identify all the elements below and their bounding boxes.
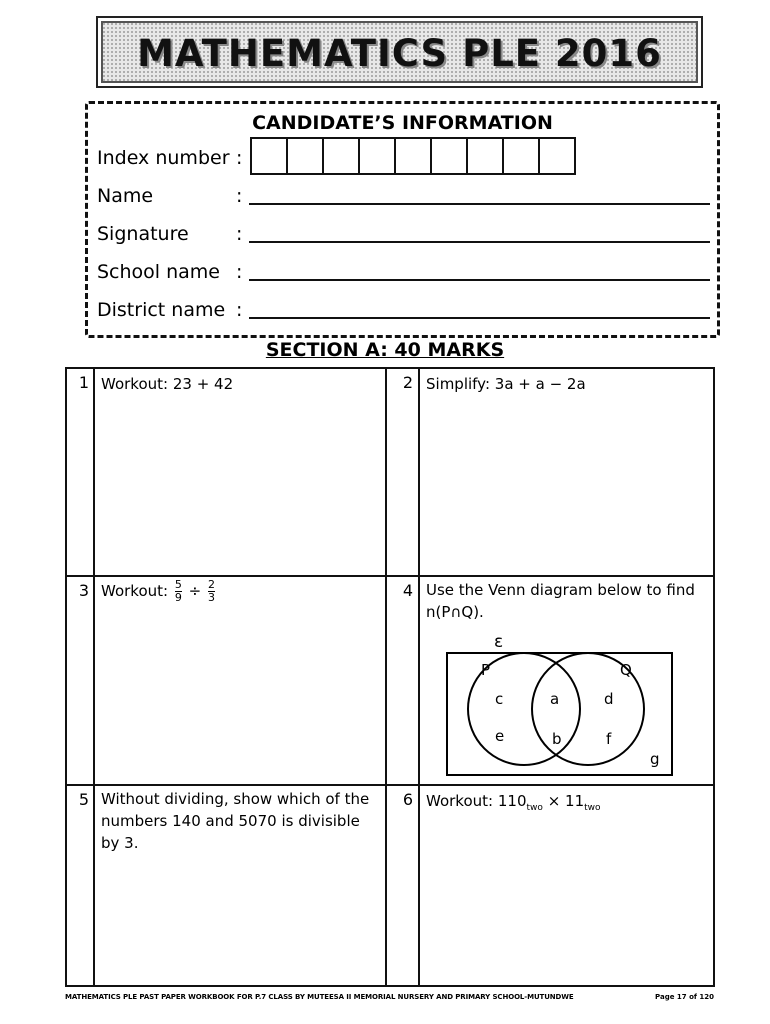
index-digit-box[interactable] <box>396 139 432 173</box>
multiplication-sign: × <box>547 792 561 810</box>
index-digit-box[interactable] <box>252 139 288 173</box>
element-p-only: e <box>495 727 505 745</box>
question-grid <box>65 367 715 987</box>
grid-divider <box>67 575 713 577</box>
name-label: Name <box>97 185 154 207</box>
division-sign: ÷ <box>188 582 202 600</box>
question-number: 3 <box>78 581 89 600</box>
question-6-text <box>426 790 601 819</box>
index-number-label: Index number <box>97 147 230 169</box>
question-number: 4 <box>402 581 413 600</box>
index-number-colon: : <box>236 147 243 169</box>
signature-colon: : <box>236 223 243 245</box>
name-field[interactable] <box>249 203 710 205</box>
element-intersection: b <box>552 730 562 748</box>
universal-symbol: ε <box>494 632 504 652</box>
operand-b: 11 <box>565 792 585 810</box>
fraction-b: $\frac{2}{3}$ <box>208 578 215 604</box>
school-name-colon: : <box>236 261 243 283</box>
district-name-field[interactable] <box>249 317 710 319</box>
question-4-text: Use the Venn diagram below to find n(P∩Q). <box>426 581 695 621</box>
answer-space-q1[interactable] <box>95 399 383 571</box>
operand-a-base: two <box>526 803 543 813</box>
page-number: Page 17 of 120 <box>655 993 714 1001</box>
element-p-only: c <box>495 690 504 708</box>
page-title: MATHEMATICS PLE 2016 <box>137 32 662 75</box>
title-banner <box>96 16 703 88</box>
answer-space-q2[interactable] <box>420 399 710 571</box>
candidate-info-heading: CANDIDATE’S INFORMATION <box>252 112 553 134</box>
question-3-text <box>101 579 217 604</box>
candidate-info-box <box>85 101 720 338</box>
element-q-only: d <box>604 690 614 708</box>
question-3-label: Workout: <box>101 582 169 600</box>
operand-a: 110 <box>497 792 527 810</box>
index-digit-box[interactable] <box>540 139 576 173</box>
operand-b-base: two <box>584 803 601 813</box>
district-name-colon: : <box>236 299 243 321</box>
school-name-label: School name <box>97 261 220 283</box>
signature-label: Signature <box>97 223 189 245</box>
district-name-label: District name <box>97 299 226 321</box>
venn-diagram <box>442 629 677 779</box>
index-digit-box[interactable] <box>288 139 324 173</box>
question-number: 5 <box>78 790 89 809</box>
grid-divider <box>67 784 713 786</box>
question-number: 2 <box>402 373 413 392</box>
question-2-text: Simplify: 3a + a − 2a <box>426 375 586 393</box>
question-number: 6 <box>402 790 413 809</box>
index-digit-box[interactable] <box>324 139 360 173</box>
index-digit-box[interactable] <box>360 139 396 173</box>
footer-credit: MATHEMATICS PLE PAST PAPER WORKBOOK FOR P.7 CLASS BY MUTEESA II MEMORIAL NURSERY AND PRIMARY SCHOOL-MUTUNDWE <box>65 993 574 1001</box>
set-p-label: P <box>481 661 491 679</box>
question-number: 1 <box>78 373 89 392</box>
element-intersection: a <box>550 690 560 708</box>
question-5-text: Without dividing, show which of the numbers 140 and 5070 is divisible by 3. <box>101 790 370 852</box>
element-q-only: f <box>606 730 612 748</box>
section-heading: SECTION A: 40 MARKS <box>265 339 505 361</box>
signature-field[interactable] <box>249 241 710 243</box>
set-q-label: Q <box>620 661 632 679</box>
index-number-boxes[interactable] <box>250 137 576 175</box>
index-digit-box[interactable] <box>468 139 504 173</box>
answer-space-q6[interactable] <box>420 819 710 983</box>
name-colon: : <box>236 185 243 207</box>
grid-divider <box>385 369 387 985</box>
school-name-field[interactable] <box>249 279 710 281</box>
element-outside: g <box>650 750 660 768</box>
index-digit-box[interactable] <box>504 139 540 173</box>
question-1-text: Workout: 23 + 42 <box>101 375 234 393</box>
answer-space-q5[interactable] <box>95 859 383 983</box>
index-digit-box[interactable] <box>432 139 468 173</box>
fraction-a: $\frac{5}{9}$ <box>174 578 182 604</box>
question-6-label: Workout: <box>426 792 494 810</box>
